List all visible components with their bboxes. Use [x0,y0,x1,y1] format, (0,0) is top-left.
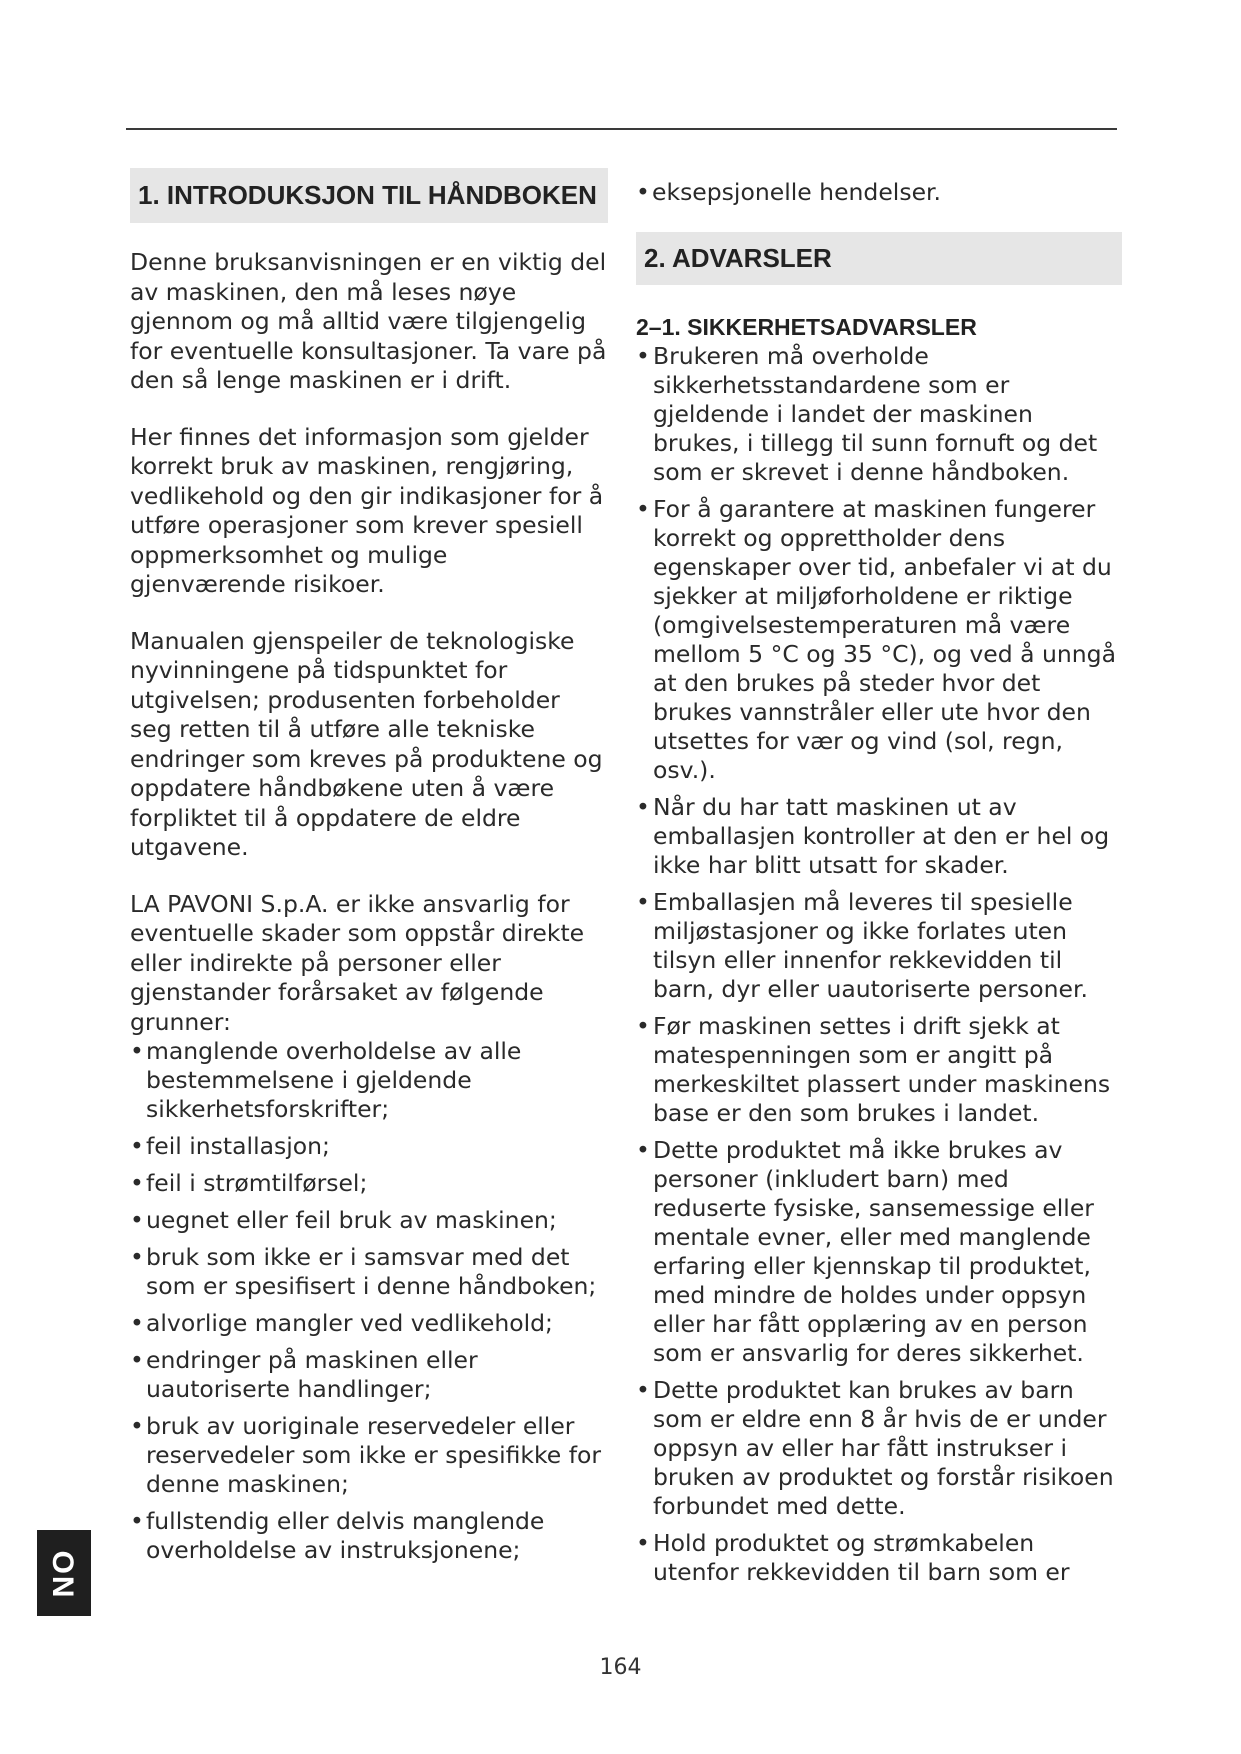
list-item: • Emballasjen må leveres til spesielle miljøstasjoner og ikke forlates uten tilsyn eller innenfor rekkevidden til barn, dyr eller uautoriserte personer. [636,888,1122,1004]
list-item: • Brukeren må overholde sikkerhetsstandardene som er gjeldende i landet der maskinen brukes, i tillegg til sunn fornuft og det som er skrevet i denne håndboken. [636,342,1122,487]
header-rule [126,128,1117,130]
list-item: • eksepsjonelle hendelser. [636,178,1122,207]
list-item: • Før maskinen settes i drift sjekk at matespenningen som er angitt på merkeskiltet plassert under maskinens base er den som brukes i landet. [636,1012,1122,1128]
list-item: • Hold produktet og strømkabelen utenfor rekkevidden til barn som er [636,1529,1122,1587]
list-item: • For å garantere at maskinen fungerer korrekt og opprettholder dens egenskaper over tid, anbefaler vi at du sjekker at miljøforholdene er riktige (omgivelsestemperaturen må være mellom 5 °C og 35 °C), og ved å unngå at den brukes på steder hvor det brukes vannstråler eller ute hvor den utsettes for vær og vind (sol, regn, osv.). [636,495,1122,785]
list-item: • Dette produktet må ikke brukes av personer (inkludert barn) med reduserte fysiske, sansemessige eller mentale evner, eller med manglende erfaring eller kjennskap til produktet, med mindre de holdes under oppsyn eller har fått opplæring av en person som er ansvarlig for deres sikkerhet. [636,1136,1122,1368]
list-item: • feil i strømtilførsel; [130,1169,608,1198]
list-item: • fullstendig eller delvis manglende overholdelse av instruksjonene; [130,1507,608,1565]
subsection-heading: 2–1. SIKKERHETSADVARSLER [636,314,977,340]
list-item: • feil installasjon; [130,1132,608,1161]
liability-list-continued [636,178,1122,207]
left-column [130,168,608,1573]
list-item: • manglende overholdelse av alle bestemmelsene i gjeldende sikkerhetsforskrifter; [130,1037,608,1124]
list-item: • Dette produktet kan brukes av barn som er eldre enn 8 år hvis de er under oppsyn av eller har fått instrukser i bruken av produktet og forstår risikoen forbundet med dette. [636,1376,1122,1521]
liability-list [130,1037,608,1565]
safety-warnings-list [636,342,1122,1587]
intro-paragraph-3: Manualen gjenspeiler de teknologiske nyvinningene på tidspunktet for utgivelsen; produsenten forbeholder seg retten til å utføre alle tekniske endringer som kreves på produktene og oppdatere håndbøkene uten å være forpliktet til å oppdatere de eldre utgavene. [130,626,603,861]
intro-paragraph-1: Denne bruksanvisningen er en viktig del av maskinen, den må leses nøye gjennom og må alltid være tilgjengelig for eventuelle konsultasjoner. Ta vare på den så lenge maskinen er i drift. [130,248,607,394]
list-item: • bruk som ikke er i samsvar med det som er spesifisert i denne håndboken; [130,1243,608,1301]
language-tab [37,1530,91,1616]
intro-paragraph-2: Her finnes det informasjon som gjelder korrekt bruk av maskinen, rengjøring, vedlikehold og den gir indikasjoner for å utføre operasjoner som krever spesiell oppmerksomhet og mulige gjenværende risikoer. [130,422,604,598]
list-item: • alvorlige mangler ved vedlikehold; [130,1309,608,1338]
section-2-heading: 2. ADVARSLER [636,232,1122,285]
language-code: NO [47,1548,80,1598]
list-item: • uegnet eller feil bruk av maskinen; [130,1206,608,1235]
page-number: 164 [599,1655,642,1680]
list-item: • Når du har tatt maskinen ut av emballasjen kontroller at den er hel og ikke har blitt utsatt for skader. [636,793,1122,880]
list-item: • endringer på maskinen eller uautoriserte handlinger; [130,1346,608,1404]
section-1-heading: 1. INTRODUKSJON TIL HÅNDBOKEN [130,168,608,223]
right-column [636,168,1122,1595]
intro-paragraph-4: LA PAVONI S.p.A. er ikke ansvarlig for eventuelle skader som oppstår direkte eller indirekte på personer eller gjenstander forårsaket av følgende grunner: [130,889,585,1036]
list-item: • bruk av uoriginale reservedeler eller reservedeler som ikke er spesifikke for denne maskinen; [130,1412,608,1499]
